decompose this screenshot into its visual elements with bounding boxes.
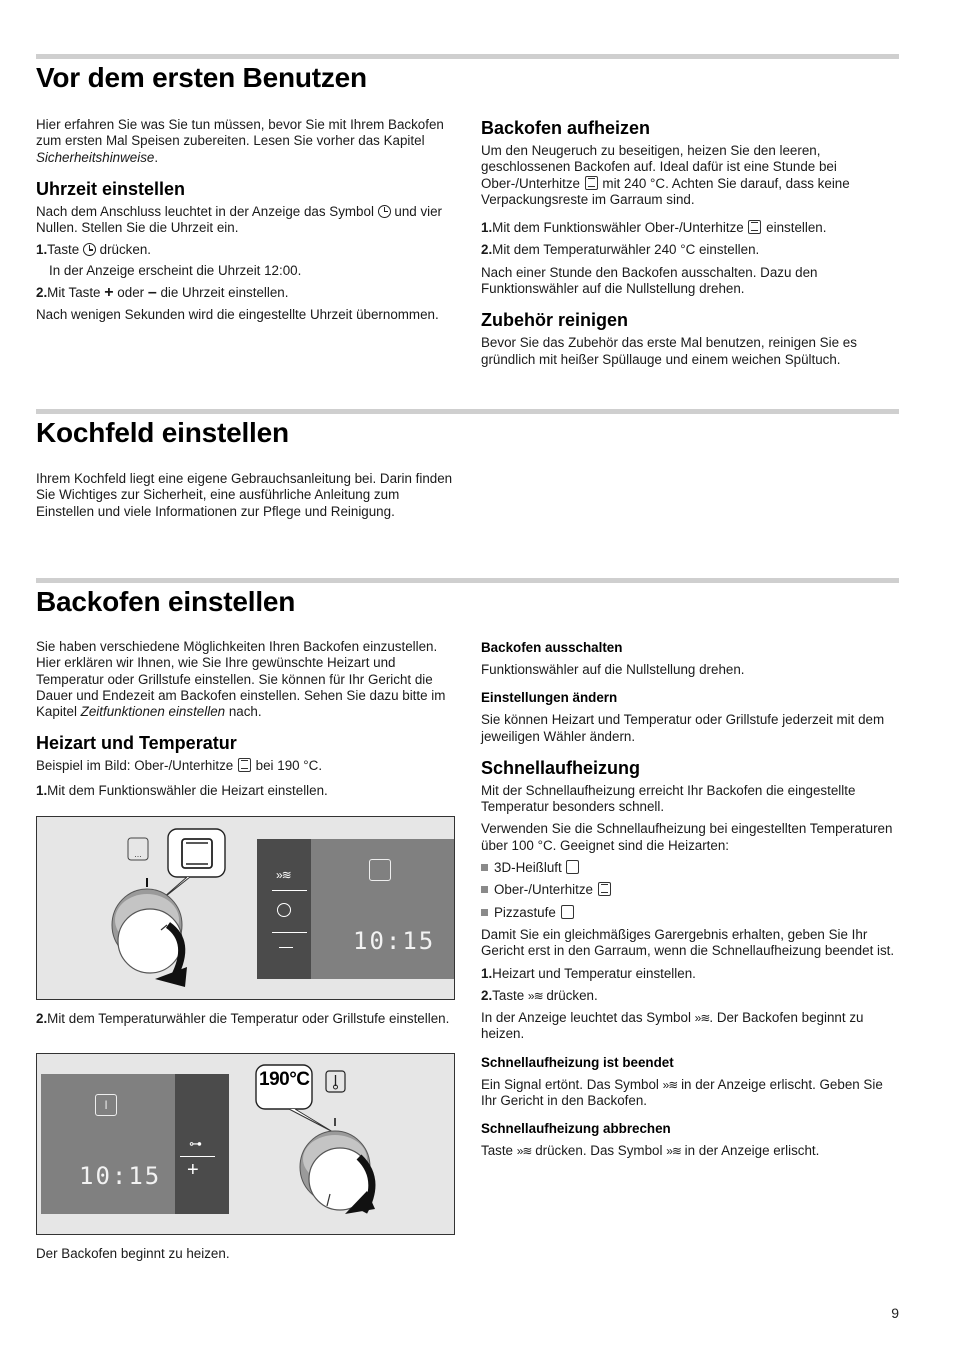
clock-icon: [378, 205, 391, 218]
aufheizen-outro: Nach einer Stunde den Backofen ausschalten. Dazu den Funktionswähler auf die Nullstellung drehen.: [481, 264, 818, 297]
zubehoer-text: Bevor Sie das Zubehör das erste Mal benutzen, reinigen Sie es gründlich mit heißer Spüllauge und einem weichen Spültuch.: [481, 335, 857, 367]
schnell-p3: Damit Sie ein gleichmäßiges Garergebnis erhalten, geben Sie Ihr Gericht erst in den Garraum, wenn die Schnellaufheizung beendet ist.: [481, 926, 895, 959]
subheading-heizart: Heizart und Temperatur: [36, 733, 237, 754]
heizart-step-1: 1.Mit dem Funktionswähler die Heizart einstellen.: [36, 782, 328, 798]
thermometer-display-icon: ǀ: [95, 1094, 117, 1116]
schnell-p1: Mit der Schnellaufheizung erreicht Ihr Backofen die eingestellte Temperatur besonders schnell.: [481, 782, 856, 815]
ober-unterhitze-icon: [748, 220, 761, 234]
ober-unterhitze-icon: [598, 882, 611, 896]
clock-button-icon[interactable]: [277, 903, 291, 917]
key-lock-icon[interactable]: ⊶: [189, 1136, 202, 1151]
display-time: 10:15: [353, 927, 436, 955]
pizzastufe-icon: [561, 905, 574, 919]
subheading-abbrechen: Schnellaufheizung abbrechen: [481, 1121, 671, 1137]
temperature-knob-illustration: [37, 1054, 455, 1235]
section-title-kochfeld: Kochfeld einstellen: [36, 417, 289, 448]
minus-button[interactable]: [279, 947, 293, 948]
subheading-uhrzeit: Uhrzeit einstellen: [36, 178, 186, 199]
heizart-example: Beispiel im Bild: Ober-/Unterhitze bei 190 °C.: [36, 758, 323, 774]
oven-display: [311, 839, 455, 979]
button-divider: [272, 932, 307, 933]
aufheizen-step-2: 2.Mit dem Temperaturwähler 240 °C einstellen.: [481, 242, 760, 258]
fast-heat-icon: »≋: [516, 1144, 532, 1159]
section1-left-column: [36, 117, 456, 330]
plus-button[interactable]: +: [187, 1159, 199, 1181]
heizart-step-2: 2.Mit dem Temperaturwähler die Temperatur oder Grillstufe einstellen.: [36, 1011, 450, 1026]
button-divider: [272, 890, 307, 891]
heizart-list-item: Ober-/Unterhitze: [481, 882, 901, 898]
section2-column: [36, 471, 456, 526]
section3-right-column: [481, 640, 901, 1166]
fast-heat-icon: »≋: [666, 1144, 681, 1159]
uhrzeit-step-1: 1.Taste drücken. In der Anzeige erscheint die Uhrzeit 12:00.: [36, 242, 302, 278]
schnell-step-1: 1.Heizart und Temperatur einstellen.: [481, 965, 696, 981]
fast-heat-icon: »≋: [662, 1077, 678, 1092]
clock-icon: [83, 243, 96, 256]
subheading-aendern: Einstellungen ändern: [481, 690, 618, 706]
plus-icon: +: [104, 284, 114, 302]
section1-right-column: [481, 117, 901, 374]
ausschalten-text: Funktionswähler auf die Nullstellung drehen.: [481, 662, 745, 677]
aufheizen-step-1: 1.Mit dem Funktionswähler Ober-/Unterhitze einstellen.: [481, 220, 827, 236]
subheading-aufheizen: Backofen aufheizen: [481, 118, 651, 138]
uhrzeit-text: Nach dem Anschluss leuchtet in der Anzeige das Symbol und vier Nullen. Stellen Sie die Uhrzeit ein.: [36, 203, 443, 236]
intro-paragraph: Hier erfahren Sie was Sie tun müssen, bevor Sie mit Ihrem Backofen zum ersten Mal Speisen zubereiten. Lesen Sie vorher das Kapitel Sicherheitshinweise.: [36, 117, 444, 165]
figure-temperature-selector: [36, 1053, 455, 1235]
heizart-list-item: 3D-Heißluft: [481, 860, 901, 876]
heizart-outro-block: [36, 1246, 456, 1268]
fast-heat-icon: »≋: [527, 988, 543, 1003]
subheading-schnellaufheizung: Schnellaufheizung: [481, 757, 641, 778]
backofen-intro: Sie haben verschiedene Möglichkeiten Ihren Backofen einzustellen. Hier erklären wir Ihnen, wie Sie Ihre gewünschte Heizart und Temperatur oder Grillstufe einstellen. Sie können für Ihr Gericht die Dauer und Endezeit am Backofen einstellen. Sehen Sie dazu bitte im Kapitel Zeitfunktionen einstellen nach.: [36, 639, 446, 720]
ober-unterhitze-display-icon: [369, 859, 391, 881]
aufheizen-text: Um den Neugeruch zu beseitigen, heizen Sie den leeren, geschlossenen Backofen auf. Ideal dafür ist eine Stunde bei Ober-/Unterhitze mit 240 °C. Achten Sie darauf, dass keine Verpackungsreste im Garraum sind.: [481, 143, 850, 207]
fast-heat-button[interactable]: »≋: [276, 868, 291, 882]
uhrzeit-step-2: 2.Mit Taste + oder – die Uhrzeit einstellen.: [36, 284, 289, 302]
uhrzeit-outro: Nach wenigen Sekunden wird die eingestellte Uhrzeit übernommen.: [36, 307, 439, 323]
aendern-text: Sie können Heizart und Temperatur oder Grillstufe jederzeit mit dem jeweiligen Wähler ändern.: [481, 712, 885, 744]
heizart-outro: Der Backofen beginnt zu heizen.: [36, 1246, 230, 1261]
fast-heat-icon: »≋: [694, 1011, 710, 1026]
section3-left-column: [36, 639, 456, 805]
temperature-callout: 190°C: [259, 1069, 310, 1090]
subheading-beendet: Schnellaufheizung ist beendet: [481, 1054, 674, 1070]
control-panel-buttons: [257, 839, 311, 979]
schnell-step-2: 2.Taste »≋ drücken.: [481, 987, 598, 1003]
section-rule: [36, 409, 899, 414]
heizart-step-2-block: [36, 1011, 456, 1033]
schnell-result: In der Anzeige leuchtet das Symbol »≋. Der Backofen beginnt zu heizen.: [481, 1010, 864, 1042]
kochfeld-text: Ihrem Kochfeld liegt eine eigene Gebrauchsanleitung bei. Darin finden Sie Wichtiges zur Sicherheit, eine ausführliche Anleitung zum Einstellen und viele Informationen zur Pflege und Reinigung.: [36, 471, 453, 519]
svg-text:...: ...: [134, 849, 142, 859]
figure-function-selector: [36, 816, 455, 1000]
schnell-p2: Verwenden Sie die Schnellaufheizung bei eingestellten Temperaturen über 100 °C. Geeignet sind die Heizarten:: [481, 821, 893, 853]
section-title-vor-dem-ersten-benutzen: Vor dem ersten Benutzen: [36, 62, 367, 93]
ober-unterhitze-icon: [238, 758, 251, 772]
section-title-backofen-einstellen: Backofen einstellen: [36, 586, 296, 617]
page-number: 9: [891, 1305, 899, 1321]
heizart-list-item: Pizzastufe: [481, 905, 901, 921]
abbrechen-text: Taste »≋ drücken. Das Symbol »≋ in der Anzeige erlischt.: [481, 1143, 820, 1159]
ober-unterhitze-icon: [585, 176, 598, 190]
section-rule: [36, 578, 899, 583]
section-rule: [36, 54, 899, 59]
3d-heissluft-icon: [566, 860, 579, 874]
subheading-ausschalten: Backofen ausschalten: [481, 640, 623, 655]
subheading-zubehoer: Zubehör reinigen: [481, 310, 629, 331]
display-time: 10:15: [79, 1162, 162, 1190]
beendet-text: Ein Signal ertönt. Das Symbol »≋ in der Anzeige erlischt. Geben Sie Ihr Gericht in den Backofen.: [481, 1076, 883, 1109]
minus-icon: –: [147, 284, 157, 302]
